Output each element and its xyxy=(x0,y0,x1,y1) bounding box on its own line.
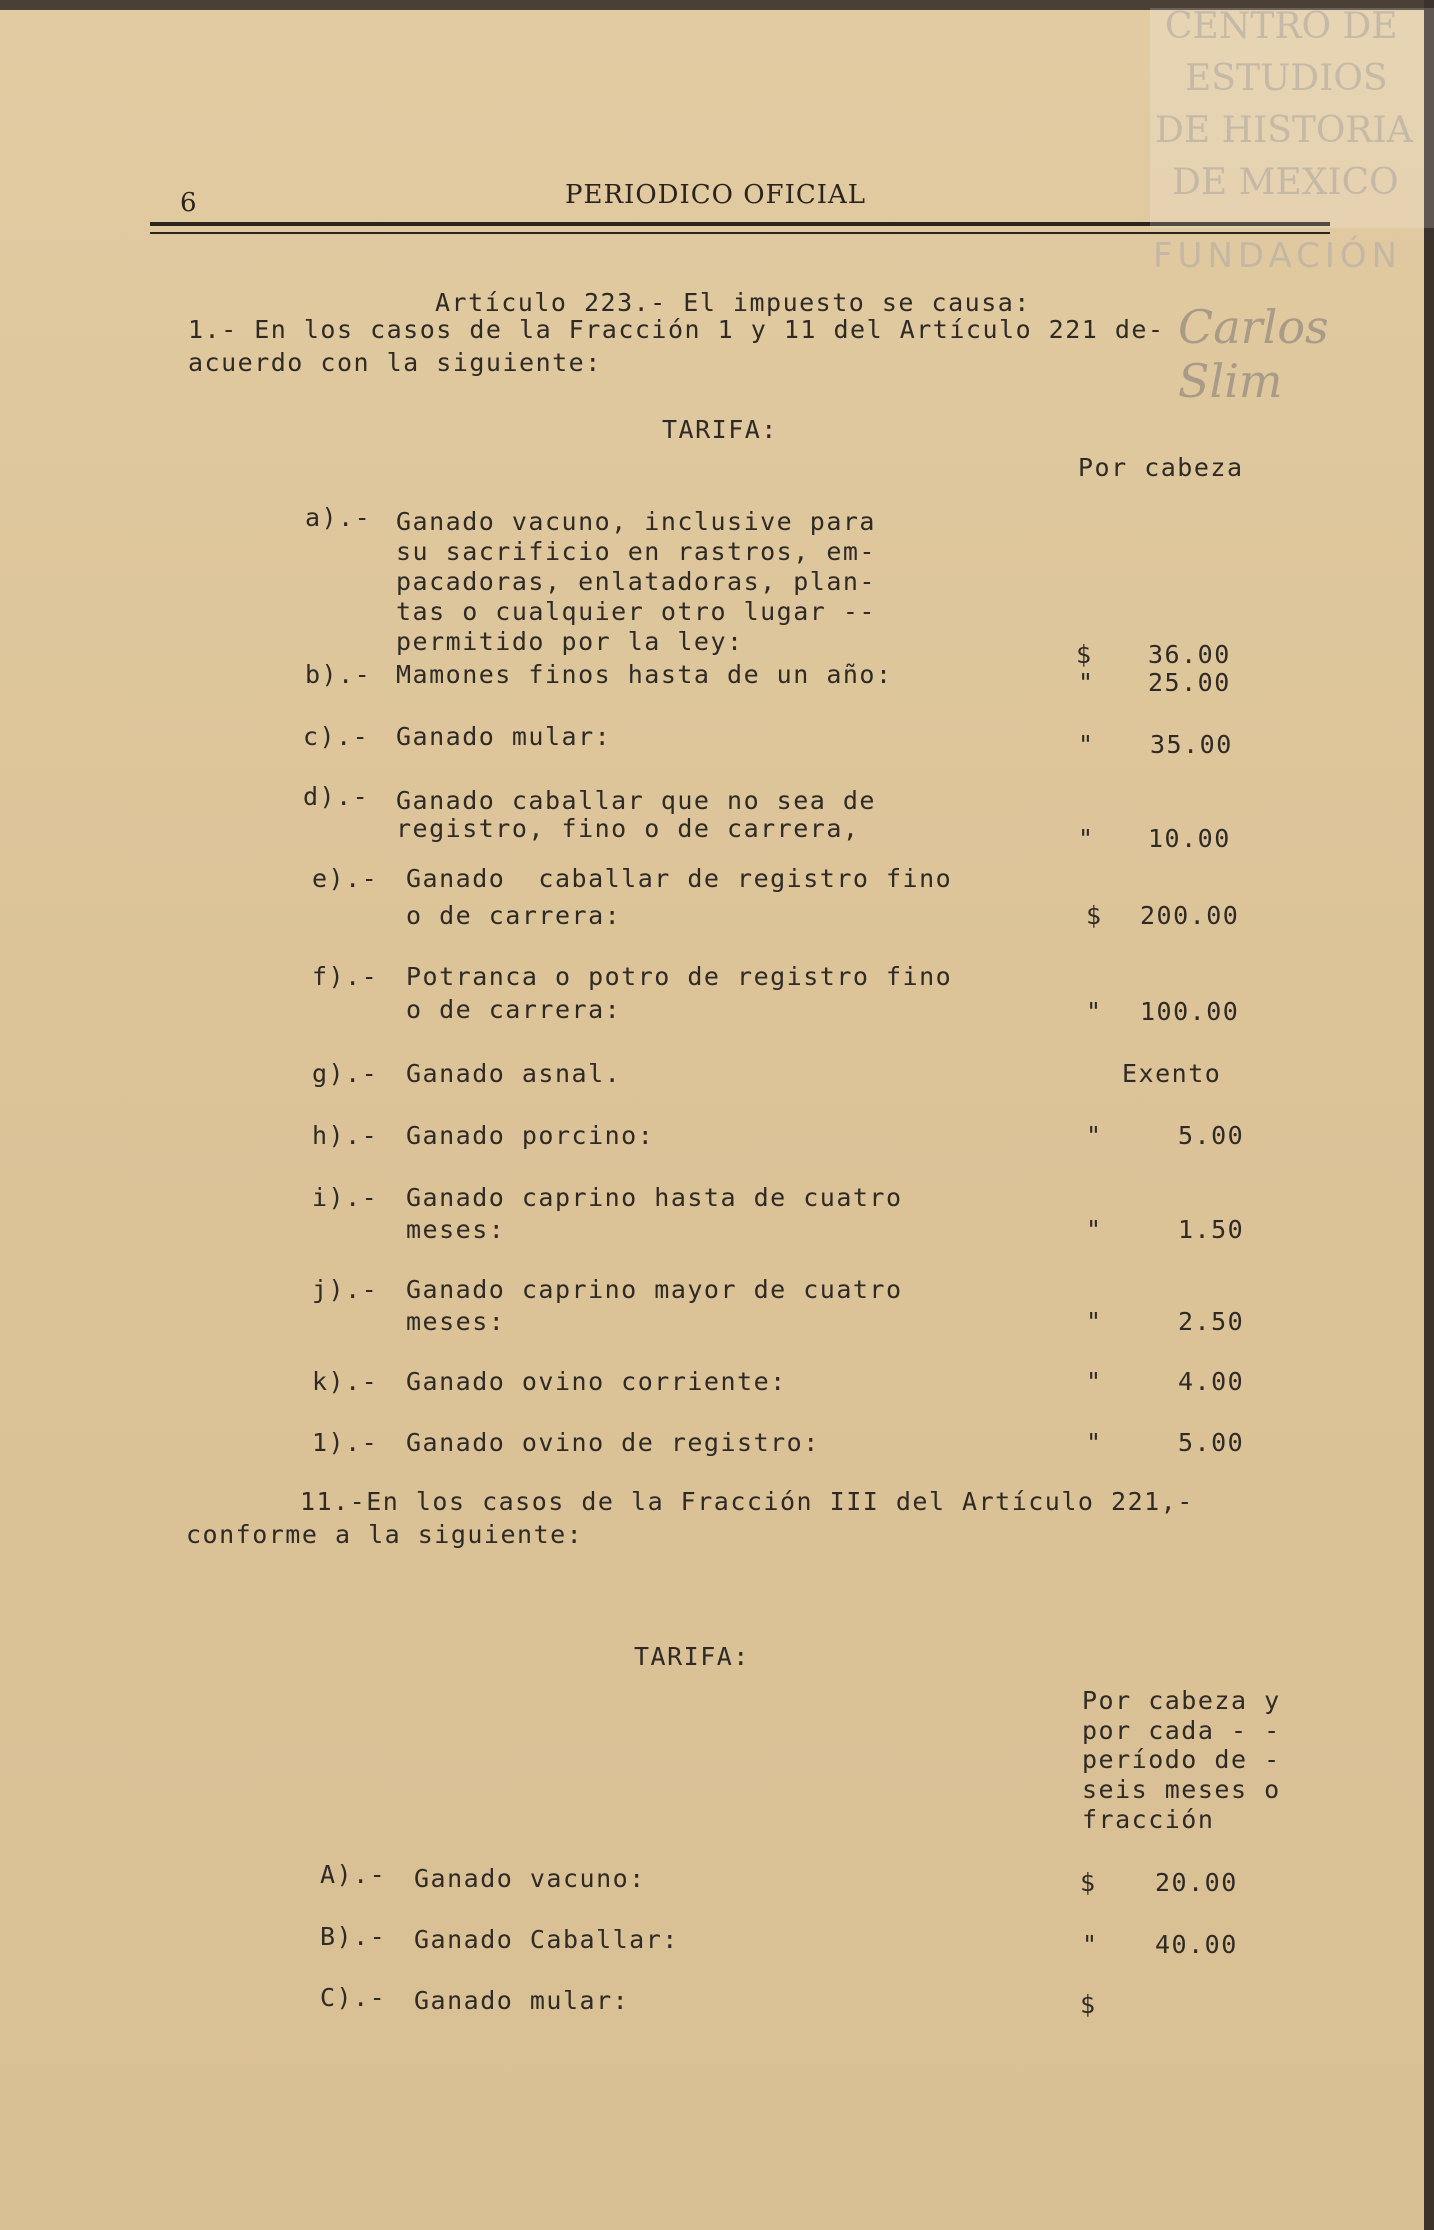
item-letter: f).- xyxy=(312,962,379,991)
item-text: Ganado caprino mayor de cuatro xyxy=(406,1275,903,1304)
item-text: pacadoras, enlatadoras, plan- xyxy=(396,567,876,596)
intro-text: 1.- En los casos de la Fracción 1 y 11 del Artículo 221 de- xyxy=(188,315,1165,344)
section-text: 11.-En los casos de la Fracción III del Artículo 221,- xyxy=(300,1487,1194,1516)
amount: 1.50 xyxy=(1178,1215,1245,1244)
amount: 5.00 xyxy=(1178,1121,1245,1150)
item-letter: 1).- xyxy=(312,1428,379,1457)
item-letter: C).- xyxy=(320,1983,387,2012)
amount: 20.00 xyxy=(1155,1868,1238,1897)
amount: 35.00 xyxy=(1150,730,1233,759)
item-text: Ganado ovino de registro: xyxy=(406,1428,820,1457)
column-header-line: por cada - - xyxy=(1082,1716,1281,1745)
currency-symbol: $ xyxy=(1080,1868,1097,1897)
currency-symbol: $ xyxy=(1086,901,1103,930)
ditto-mark: " xyxy=(1078,730,1095,759)
column-header-line: fracción xyxy=(1082,1805,1215,1834)
amount: 5.00 xyxy=(1178,1428,1245,1457)
item-text: Potranca o potro de registro fino xyxy=(406,962,953,991)
item-text: meses: xyxy=(406,1215,506,1244)
tarifa-heading: TARIFA: xyxy=(634,1642,750,1671)
ditto-mark: " xyxy=(1082,1930,1099,1959)
amount: 4.00 xyxy=(1178,1367,1245,1396)
ditto-mark: " xyxy=(1086,1367,1103,1396)
ditto-mark: " xyxy=(1086,1215,1103,1244)
amount: 100.00 xyxy=(1140,997,1240,1026)
currency-symbol: $ xyxy=(1080,1990,1097,2019)
item-text: Ganado caballar que no sea de xyxy=(396,786,876,815)
column-header: Por cabeza xyxy=(1078,453,1244,482)
item-text: Ganado mular: xyxy=(414,1986,630,2015)
tarifa-heading: TARIFA: xyxy=(662,415,778,444)
amount: 36.00 xyxy=(1148,640,1231,669)
item-letter: a).- xyxy=(305,503,372,532)
watermark-signature: Carlos Slim xyxy=(1178,300,1329,408)
currency-symbol: $ xyxy=(1076,640,1093,669)
item-letter: h).- xyxy=(312,1121,379,1150)
item-text: permitido por la ley: xyxy=(396,627,744,656)
article-heading: Artículo 223.- El impuesto se causa: xyxy=(435,288,1031,317)
header-rule-thin xyxy=(150,232,1330,234)
watermark-line: ESTUDIOS xyxy=(1185,58,1388,99)
item-letter: e).- xyxy=(312,864,379,893)
item-text: Ganado mular: xyxy=(396,722,612,751)
item-letter: d).- xyxy=(303,782,370,811)
item-text: Ganado vacuno, inclusive para xyxy=(396,507,876,536)
ditto-mark: " xyxy=(1086,1428,1103,1457)
item-text: su sacrificio en rastros, em- xyxy=(396,537,876,566)
item-text: o de carrera: xyxy=(406,995,622,1024)
amount: 40.00 xyxy=(1155,1930,1238,1959)
amount: 25.00 xyxy=(1148,668,1231,697)
publication-title: PERIODICO OFICIAL xyxy=(565,180,867,210)
item-letter: i).- xyxy=(312,1183,379,1212)
ditto-mark: " xyxy=(1078,824,1095,853)
amount: 10.00 xyxy=(1148,824,1231,853)
ditto-mark: " xyxy=(1086,1307,1103,1336)
item-letter: B).- xyxy=(320,1922,387,1951)
item-text: Ganado asnal. xyxy=(406,1059,622,1088)
item-letter: A).- xyxy=(320,1860,387,1889)
page-number: 6 xyxy=(180,188,197,218)
item-letter: b).- xyxy=(305,660,372,689)
watermark-line: CENTRO DE xyxy=(1165,6,1398,47)
intro-text: acuerdo con la siguiente: xyxy=(188,348,602,377)
column-header-line: Por cabeza y xyxy=(1082,1686,1281,1715)
watermark-line: FUNDACIÓN xyxy=(1153,236,1403,276)
ditto-mark: " xyxy=(1086,997,1103,1026)
item-text: Ganado ovino corriente: xyxy=(406,1367,787,1396)
ditto-mark: " xyxy=(1078,668,1095,697)
item-text: Ganado caprino hasta de cuatro xyxy=(406,1183,903,1212)
item-letter: c).- xyxy=(303,722,370,751)
item-text: meses: xyxy=(406,1307,506,1336)
item-text: o de carrera: xyxy=(406,901,622,930)
watermark-line: DE HISTORIA xyxy=(1155,110,1413,151)
item-text: registro, fino o de carrera, xyxy=(396,814,860,843)
item-text: Ganado vacuno: xyxy=(414,1864,646,1893)
item-text: Mamones finos hasta de un año: xyxy=(396,660,893,689)
watermark-line: DE MEXICO xyxy=(1172,162,1399,203)
amount: 200.00 xyxy=(1140,901,1240,930)
item-text: Ganado caballar de registro fino xyxy=(406,864,953,893)
item-text: Ganado porcino: xyxy=(406,1121,655,1150)
item-text: Ganado Caballar: xyxy=(414,1925,679,1954)
exempt-label: Exento xyxy=(1122,1059,1222,1088)
item-letter: g).- xyxy=(312,1059,379,1088)
item-letter: j).- xyxy=(312,1275,379,1304)
item-letter: k).- xyxy=(312,1367,379,1396)
ditto-mark: " xyxy=(1086,1121,1103,1150)
column-header-line: seis meses o xyxy=(1082,1775,1281,1804)
amount: 2.50 xyxy=(1178,1307,1245,1336)
section-text: conforme a la siguiente: xyxy=(186,1520,584,1549)
column-header-line: período de - xyxy=(1082,1745,1281,1774)
item-text: tas o cualquier otro lugar -- xyxy=(396,597,876,626)
